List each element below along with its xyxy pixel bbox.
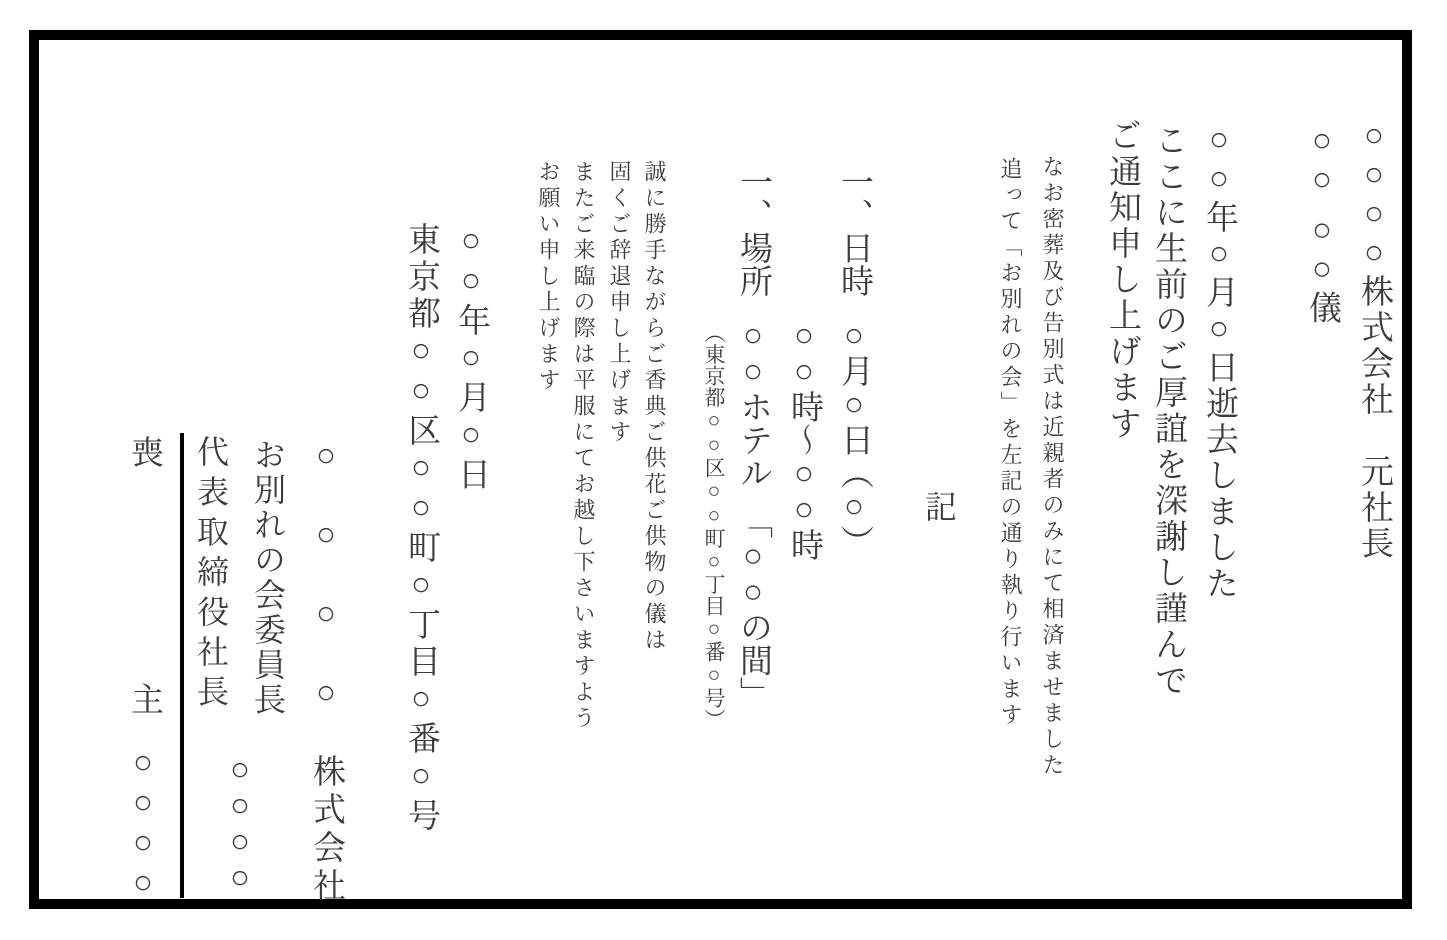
committee-chair-name: ○○○○ bbox=[222, 752, 258, 896]
mourner-title-top-char: 喪 bbox=[126, 435, 162, 468]
signature-divider-line bbox=[180, 433, 184, 898]
mourner-name: ○○○○ bbox=[125, 745, 161, 905]
request-dress-code-line: またご来臨の際は平服にてお越し下さいますよう bbox=[571, 160, 596, 732]
signature-company: ○ ○ ○ ○ 株式会社 bbox=[308, 438, 344, 906]
request-closing-line: お願い申し上げます bbox=[536, 160, 561, 394]
datetime-label: 一、日時 bbox=[836, 165, 872, 297]
request-decline-offerings-line2: 固くご辞退申し上げます bbox=[607, 160, 632, 446]
notice-border-frame bbox=[29, 30, 1412, 909]
time-range: ○○時〜○○時 bbox=[786, 318, 822, 561]
announcement-passing-line: ○○年○月○日逝去しました bbox=[1201, 122, 1237, 602]
issued-address: 東京都○○区○○町○丁目○番○号 bbox=[403, 222, 439, 835]
datetime-value: ○月○日（○） bbox=[836, 318, 872, 558]
place-address-note: （東京都○○区○○町○丁目○番○号） bbox=[702, 322, 726, 730]
private-funeral-note-line2: 追って「お別れの会」を左記の通り執り行います bbox=[998, 157, 1023, 729]
president-title: 代表取締役社長 bbox=[193, 435, 229, 715]
place-value: ○○ホテル 「○○の間」 bbox=[735, 318, 771, 710]
announcement-gratitude-line: ここに生前のご厚誼を深謝し謹んで bbox=[1150, 123, 1186, 699]
deceased-name: ○○ ○○儀 bbox=[1304, 123, 1340, 327]
request-decline-offerings-line1: 誠に勝手ながらご香典ご供花ご供物の儀は bbox=[642, 160, 667, 654]
place-label: 一、場所 bbox=[735, 165, 771, 297]
mourner-title-bottom-char: 主 bbox=[126, 682, 162, 715]
private-funeral-note-line1: なお密葬及び告別式は近親者のみにて相済ませました bbox=[1040, 155, 1065, 779]
record-heading: 記 bbox=[921, 490, 957, 522]
deceased-company-title: ○○○○株式会社 元社長 bbox=[1356, 118, 1392, 562]
committee-chair-title: お別れの会委員長 bbox=[250, 438, 286, 718]
announcement-notification-line: ご通知申し上げます bbox=[1104, 118, 1140, 442]
issued-date: ○○年○月○日 bbox=[453, 223, 489, 494]
